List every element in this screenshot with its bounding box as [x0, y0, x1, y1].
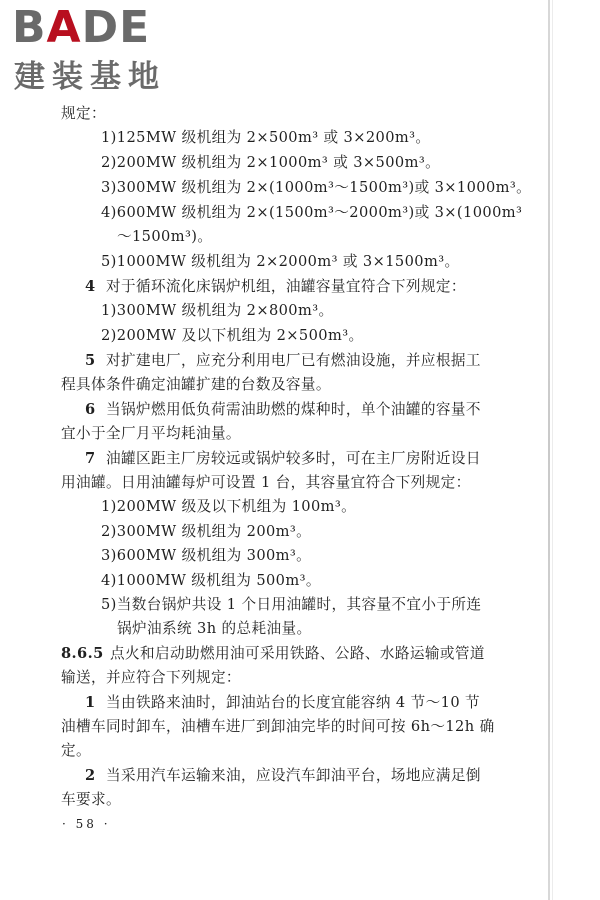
text-line: 锅炉油系统 3h 的总耗油量。	[117, 620, 312, 637]
logo-subtitle: 建装基地	[14, 59, 166, 95]
text-line: 当由铁路来油时，卸油站台的长度宜能容纳 4 节～10 节	[106, 694, 481, 711]
logo-wordmark: BADE	[12, 2, 151, 53]
text-line: 宜小于全厂月平均耗油量。	[61, 425, 241, 442]
text-line: 用油罐。日用油罐每炉可设置 1 台，其容量宜符合下列规定：	[61, 474, 471, 491]
page-number: · 58 ·	[62, 817, 111, 831]
text-line: 对扩建电厂，应充分利用电厂已有燃油设施，并应根据工	[106, 352, 481, 369]
text-line: 3)600MW 级机组为 300m³。	[101, 547, 312, 564]
text-line: 5)1000MW 级机组为 2×2000m³ 或 3×1500m³。	[101, 253, 460, 270]
text-line: 车要求。	[61, 791, 121, 808]
clause-number: 5	[85, 352, 96, 369]
clause-number: 1	[85, 694, 96, 711]
text-line: 定。	[61, 742, 91, 759]
text-line: 对于循环流化床锅炉机组，油罐容量宜符合下列规定：	[106, 278, 466, 295]
text-line: 输送，并应符合下列规定：	[61, 669, 241, 686]
text-line: 当采用汽车运输来油，应设汽车卸油平台，场地应满足倒	[106, 767, 481, 784]
page-gutter-line	[552, 0, 553, 900]
page-gutter-shadow	[548, 0, 550, 900]
text-line: 4)1000MW 级机组为 500m³。	[101, 572, 321, 589]
text-line: 点火和启动助燃用油可采用铁路、公路、水路运输或管道	[110, 645, 485, 662]
text-line: 3)300MW 级机组为 2×(1000m³～1500m³)或 3×1000m³。	[101, 179, 532, 196]
text-line: 1)300MW 级机组为 2×800m³。	[101, 302, 334, 319]
text-line: 油槽车同时卸车，油槽车进厂到卸油完毕的时间可按 6h～12h 确	[61, 718, 495, 735]
text-line: 1)125MW 级机组为 2×500m³ 或 3×200m³。	[101, 129, 431, 146]
text-line: 2)200MW 级机组为 2×1000m³ 或 3×500m³。	[101, 154, 441, 171]
bade-logo	[12, 4, 177, 96]
text-line: 4)600MW 级机组为 2×(1500m³～2000m³)或 3×(1000m³	[101, 204, 523, 221]
text-line: 当锅炉燃用低负荷需油助燃的煤种时，单个油罐的容量不	[106, 401, 481, 418]
clause-number: 2	[85, 767, 96, 784]
text-line: 1)200MW 级及以下机组为 100m³。	[101, 498, 357, 515]
clause-number: 4	[85, 278, 96, 295]
section-number: 8.6.5	[61, 645, 104, 662]
text-line: ～1500m³)。	[117, 228, 213, 245]
clause-number: 7	[85, 450, 96, 467]
text-line: 2)300MW 级机组为 200m³。	[101, 523, 312, 540]
text-line: 5)当数台锅炉共设 1 个日用油罐时，其容量不宜小于所连	[101, 596, 482, 613]
text-line: 2)200MW 及以下机组为 2×500m³。	[101, 327, 364, 344]
clause-number: 6	[85, 401, 96, 418]
text-line: 程具体条件确定油罐扩建的台数及容量。	[61, 376, 331, 393]
text-line: 规定：	[61, 105, 106, 122]
text-line: 油罐区距主厂房较远或锅炉较多时，可在主厂房附近设日	[106, 450, 481, 467]
